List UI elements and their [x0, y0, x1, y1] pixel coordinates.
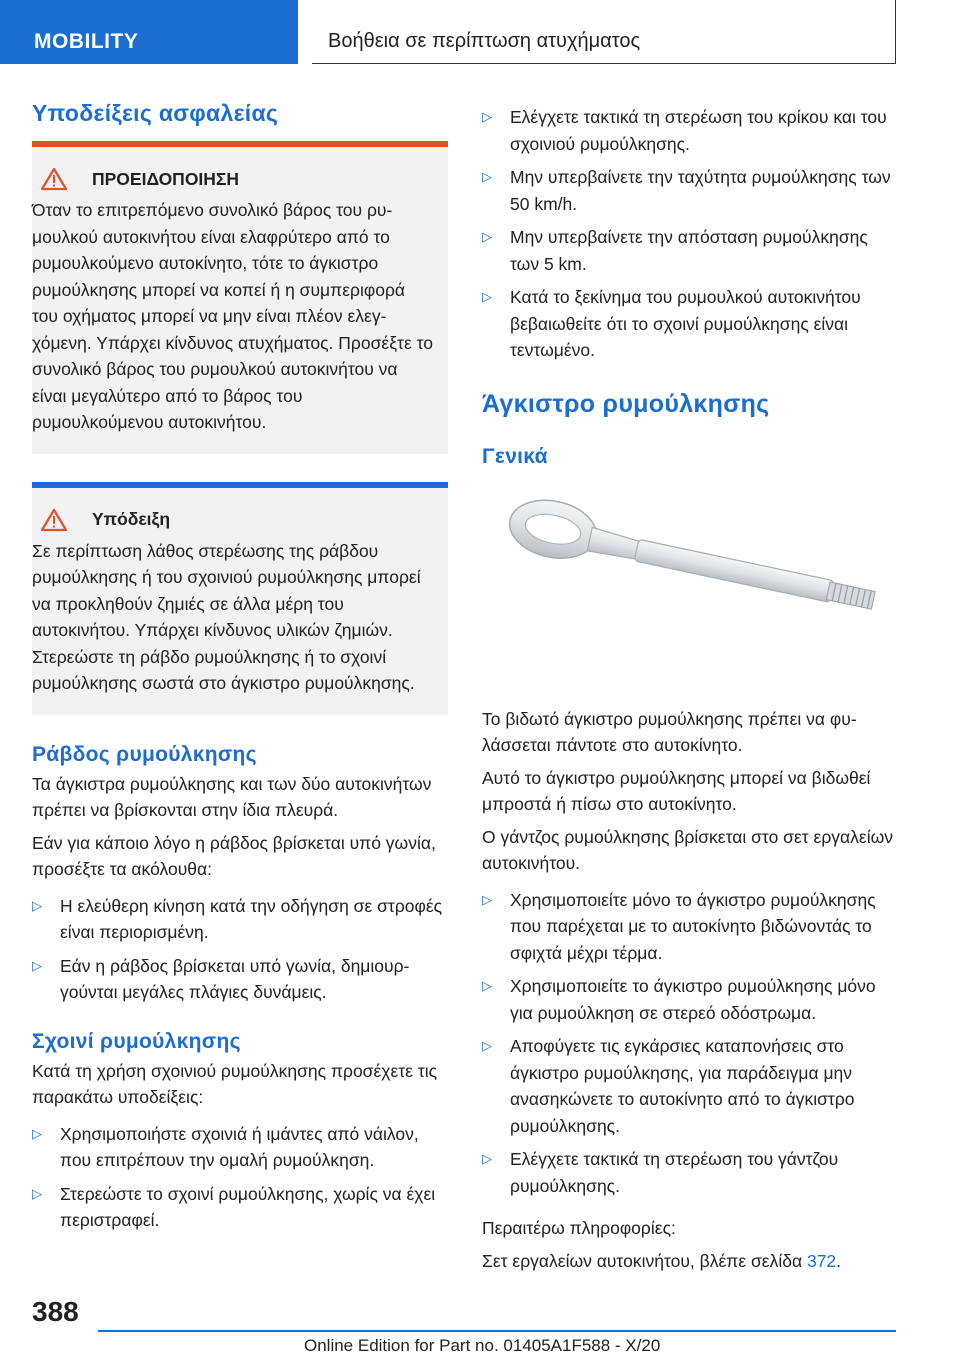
right-column: [482, 104, 898, 1280]
caution-triangle-icon: [40, 508, 68, 532]
list-item: ▷ Ελέγχετε τακτικά τη στερέωση του γάντζου ρυμούλκησης.: [482, 1146, 898, 1199]
list-item: ▷ Αποφύγετε τις εγκάρσιες καταπονήσεις στο άγκιστρο ρυμούλκησης, για παράδειγμα μην ανασηκώνετε το αυτοκίνητο από το άγκιστρο ρυμούλκησης.: [482, 1033, 898, 1139]
rod-heading: Ράβδος ρυμούλκησης: [32, 742, 257, 766]
list-item: ▷ Ελέγχετε τακτικά τη στερέωση του κρίκου και του σχοινιού ρυμούλκησης.: [482, 104, 898, 157]
section-tab: MOBILITY: [0, 0, 298, 64]
warning-text: Όταν το επιτρεπόμενο συνολικό βάρος του ρυμουλκού αυτοκινήτου είναι ελαφρύτερο από το ρυμουλκούμενο αυτοκίνητο, τότε το άγκιστρο ρυμούλκησης μπορεί να κοπεί ή η συμπεριφορά του οχήματος μπορεί να μην είναι πλέον ελεγχόμενη. Υπάρχει κίνδυνος ατυχήματος. Προσέξτε το συνολικό βάρος του ρυμουλκού αυτοκινήτου να είναι μεγαλύτερο από το βάρος του ρυμουλκούμενου αυτοκινήτου.: [32, 200, 434, 432]
triangle-bullet-icon: ▷: [482, 1151, 492, 1166]
warning-triangle-icon: [40, 167, 68, 191]
list-item: ▷ Μην υπερβαίνετε την ταχύτητα ρυμούλκησης των 50 km/h.: [482, 164, 898, 217]
warning-title: ΠΡΟΕΙΔΟΠΟΙΗΣΗ: [92, 168, 240, 189]
rope-paragraph-1: Κατά τη χρήση σχοινιού ρυμούλκησης προσέχετε τις παρακάτω υποδείξεις:: [32, 1060, 438, 1107]
rope-heading: Σχοινί ρυμούλκησης: [32, 1029, 241, 1053]
list-item: ▷ Μην υπερβαίνετε την απόσταση ρυμούλκησης των 5 km.: [482, 224, 898, 277]
hook-paragraph-1: Το βιδωτό άγκιστρο ρυμούλκησης πρέπει να φυλάσσεται πάντοτε στο αυτοκίνητο.: [482, 708, 857, 755]
note-box: [32, 482, 448, 715]
triangle-bullet-icon: ▷: [32, 1125, 42, 1141]
triangle-bullet-icon: ▷: [482, 109, 492, 124]
rod-paragraph-1: Τα άγκιστρα ρυμούλκησης και των δύο αυτοκινήτων πρέπει να βρίσκονται στην ίδια πλευρά.: [32, 773, 432, 820]
triangle-bullet-icon: ▷: [482, 229, 492, 244]
rod-list: [32, 893, 448, 1006]
list-item: ▷ Η ελεύθερη κίνηση κατά την οδήγηση σε στροφές είναι περιορισμένη.: [32, 893, 448, 946]
more-info-reference: Σετ εργαλείων αυτοκινήτου, βλέπε σελίδα 372.: [482, 1250, 842, 1271]
safety-heading: Υποδείξεις ασφαλείας: [32, 100, 279, 126]
hook-rules-list: [482, 887, 898, 1200]
triangle-bullet-icon: ▷: [32, 897, 42, 913]
page-reference-link[interactable]: 372: [806, 1250, 837, 1271]
hook-paragraph-2: Αυτό το άγκιστρο ρυμούλκησης μπορεί να βιδωθεί μπροστά ή πίσω στο αυτοκίνητο.: [482, 767, 871, 814]
triangle-bullet-icon: ▷: [482, 891, 492, 907]
triangle-bullet-icon: ▷: [482, 978, 492, 993]
rod-paragraph-2: Εάν για κάποιο λόγο η ράβδος βρίσκεται υπό γωνία, προσέξτε τα ακόλουθα:: [32, 832, 436, 879]
more-info-label: Περαιτέρω πληροφορίες:: [482, 1218, 676, 1238]
footer-divider: [98, 1330, 896, 1332]
triangle-bullet-icon: ▷: [482, 169, 492, 184]
list-item: ▷ Στερεώστε το σχοινί ρυμούλκησης, χωρίς να έχει περιστραφεί.: [32, 1181, 448, 1234]
list-item: ▷ Κατά το ξεκίνημα του ρυμουλκού αυτοκινήτου βεβαιωθείτε ότι το σχοινί ρυμούλκησης είναι τεντωμένο.: [482, 284, 898, 364]
hook-heading: Άγκιστρο ρυμούλκησης: [482, 389, 770, 418]
triangle-bullet-icon: ▷: [32, 1185, 42, 1201]
note-title: Υπόδειξη: [92, 509, 171, 529]
list-item: ▷ Εάν η ράβδος βρίσκεται υπό γωνία, δημιουργούνται μεγάλες πλάγιες δυνάμεις.: [32, 953, 448, 1006]
left-column: [32, 100, 448, 1242]
triangle-bullet-icon: ▷: [482, 1038, 492, 1053]
hook-paragraph-3: Ο γάντζος ρυμούλκησης βρίσκεται στο σετ εργαλείων αυτοκινήτου.: [482, 826, 894, 873]
rope-list: [32, 1121, 448, 1234]
page-number: 388: [32, 1296, 79, 1327]
triangle-bullet-icon: ▷: [482, 289, 492, 304]
list-item: ▷ Χρησιμοποιείτε μόνο το άγκιστρο ρυμούλκησης που παρέχεται με το αυτοκίνητο βιδώνοντάς το σφιχτά μέχρι τέρμα.: [482, 887, 898, 967]
triangle-bullet-icon: ▷: [32, 957, 42, 973]
list-item: ▷ Χρησιμοποιήστε σχοινιά ή ιμάντες από νάιλον, που επιτρέπουν την ομαλή ρυμούλκηση.: [32, 1121, 448, 1174]
tow-hook-illustration: [482, 487, 898, 687]
chapter-title: Βοήθεια σε περίπτωση ατυχήματος: [312, 0, 896, 64]
list-item: ▷ Χρησιμοποιείτε το άγκιστρο ρυμούλκησης μόνο για ρυμούλκηση σε στερεό οδόστρωμα.: [482, 973, 898, 1026]
page-header: [0, 0, 960, 66]
general-heading: Γενικά: [482, 444, 548, 468]
warning-box: [32, 141, 448, 454]
note-text: Σε περίπτωση λάθος στερέωσης της ράβδου ρυμούλκησης ή του σχοινιού ρυμούλκησης μπορεί να προκληθούν ζημιές σε άλλα μέρη του αυτοκινήτου. Υπάρχει κίνδυνος υλικών ζημιών. Στερεώστε τη ράβδο ρυμούλκησης ή το σχοινί ρυμούλκησης σωστά στο άγκιστρο ρυμούλκησης.: [32, 540, 421, 693]
towing-rules-list: [482, 104, 898, 364]
edition-footer: Online Edition for Part no. 01405A1F588 - X/20: [304, 1336, 661, 1355]
